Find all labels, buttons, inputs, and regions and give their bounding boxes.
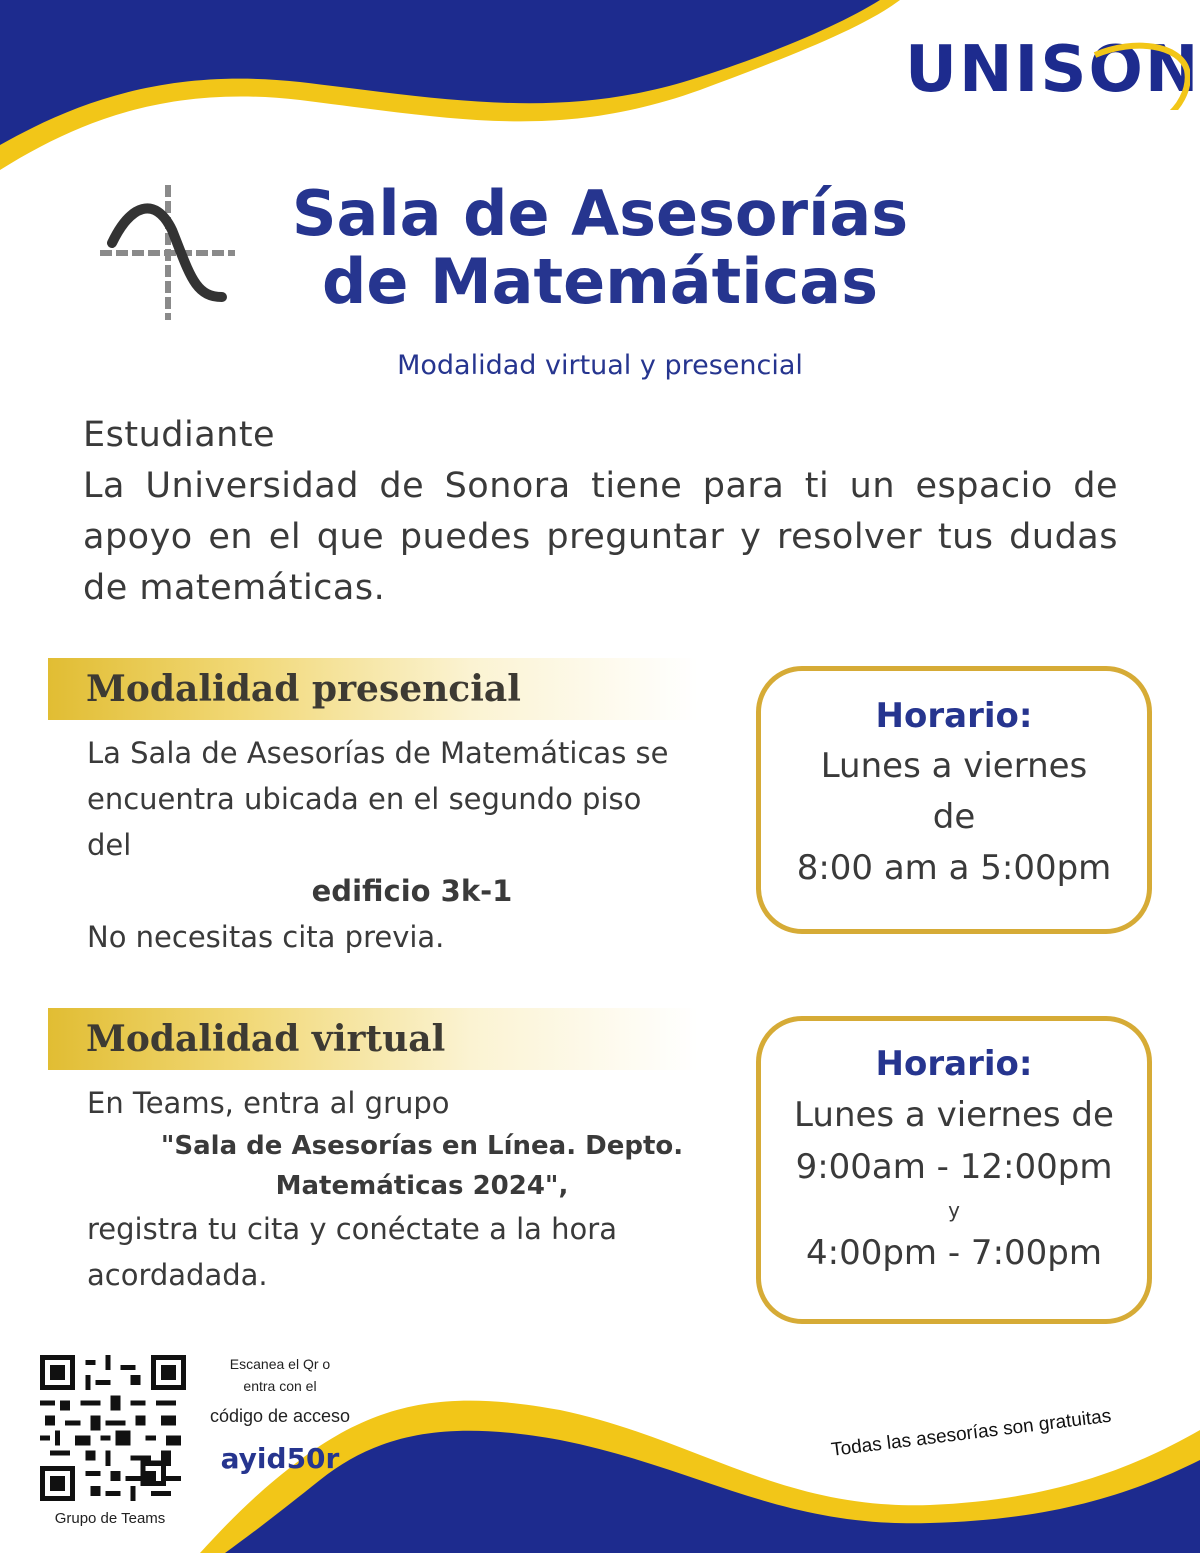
virtual-schedule-line-1: Lunes a viernes de [794, 1095, 1114, 1135]
virtual-schedule-line-2: 9:00am - 12:00pm [795, 1147, 1113, 1187]
presencial-line-2: encuentra ubicada en el segundo piso [87, 782, 642, 816]
virtual-schedule-box [756, 1016, 1152, 1324]
intro-paragraph [83, 410, 1118, 614]
presencial-schedule-line-3: 8:00 am a 5:00pm [796, 848, 1112, 888]
scan-line-2: entra con el [243, 1378, 317, 1394]
virtual-line-1: En Teams, entra al grupo [87, 1086, 450, 1120]
access-code-label: código de acceso [209, 1406, 351, 1426]
presencial-note: No necesitas cita previa. [87, 920, 445, 954]
top-navy-wave [0, 0, 880, 145]
qr-code-icon[interactable] [40, 1355, 186, 1501]
qr-caption: Grupo de Teams [54, 1510, 166, 1527]
presencial-line-1: La Sala de Asesorías de Matemáticas se [87, 736, 669, 770]
virtual-line-3: acordadada. [87, 1258, 268, 1292]
virtual-group-line-2: Matemáticas 2024", [275, 1171, 569, 1201]
page-title [200, 177, 1000, 318]
scan-line-1: Escanea el Qr o [229, 1356, 331, 1372]
logo-text: UNISON [905, 33, 1200, 107]
virtual-schedule-line-3: y [948, 1198, 960, 1222]
access-code: ayid50r [220, 1442, 340, 1475]
virtual-heading: Modalidad virtual [86, 1018, 446, 1060]
presencial-heading: Modalidad presencial [86, 668, 521, 710]
presencial-line-3: del [87, 828, 132, 862]
presencial-building: edificio 3k-1 [311, 874, 513, 908]
scan-instructions [205, 1353, 355, 1397]
presencial-schedule-box [756, 666, 1152, 934]
intro-greeting: Estudiante [83, 415, 276, 455]
virtual-group-line-1: "Sala de Asesorías en Línea. Depto. [160, 1131, 684, 1161]
title-line-1: Sala de Asesorías [291, 177, 909, 250]
presencial-schedule-line-2: de [932, 797, 976, 837]
virtual-heading-band [48, 1008, 698, 1070]
intro-line-3: de matemáticas. [83, 568, 386, 608]
virtual-description [87, 1080, 747, 1298]
logo-swoosh-icon [905, 30, 1190, 110]
virtual-line-2: registra tu cita y conéctate a la hora [87, 1212, 617, 1246]
intro-line-2: apoyo en el que puedes preguntar y resolver tus dudas [83, 517, 1118, 557]
free-note: Todas las asesorías son gratuitas [830, 1405, 1113, 1461]
presencial-description [87, 730, 727, 960]
title-line-2: de Matemáticas [321, 245, 879, 318]
unison-logo [905, 30, 1200, 110]
presencial-heading-band [48, 658, 698, 720]
presencial-schedule-line-1: Lunes a viernes [820, 746, 1088, 786]
presencial-schedule-heading: Horario: [875, 696, 1033, 736]
intro-line-1: La Universidad de Sonora tiene para ti un espacio de [83, 466, 1118, 506]
page-subtitle: Modalidad virtual y presencial [397, 350, 803, 381]
virtual-schedule-heading: Horario: [875, 1044, 1033, 1084]
virtual-schedule-line-4: 4:00pm - 7:00pm [806, 1233, 1102, 1273]
